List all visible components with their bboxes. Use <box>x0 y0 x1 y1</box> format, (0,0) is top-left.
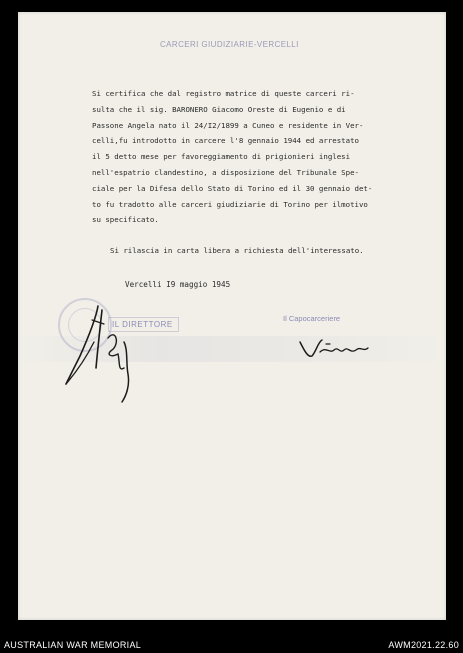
place-date: Vercelli I9 maggio 1945 <box>125 280 231 289</box>
footer-accession-number: AWM2021.22.60 <box>388 640 459 650</box>
director-signature <box>58 298 148 408</box>
body-line: nell'espatrio clandestino, a disposizione del Tribunale Spe- <box>92 167 359 177</box>
header-stamp: CARCERI GIUDIZIARIE-VERCELLI <box>160 40 299 49</box>
body-line: celli,fu introdotto in carcere l'8 gennaio 1944 ed arrestato <box>92 136 359 146</box>
closing-statement: Si rilascia in carta libera a richiesta dell'interessato. <box>110 246 364 255</box>
chief-warden-signature <box>296 332 376 368</box>
director-stamp: IL DIRETTORE <box>112 320 173 329</box>
body-line: Passone Angela nato il 24/I2/1899 a Cuneo e residente in Ver- <box>92 120 364 130</box>
certificate-body <box>92 86 392 228</box>
body-line: il 5 detto mese per favoreggiamento di prigionieri inglesi <box>92 152 351 162</box>
chief-warden-stamp-title: Il Capocarceriere <box>283 314 341 323</box>
chief-warden-stamp <box>283 314 363 323</box>
body-line: Si certifica che dal registro matrice di queste carceri ri- <box>92 89 355 98</box>
footer-institution: AUSTRALIAN WAR MEMORIAL <box>4 640 142 650</box>
body-line: ciale per la Difesa dello Stato di Torino ed il 30 gennaio det- <box>92 183 373 193</box>
body-line: su specificato. <box>92 215 159 225</box>
body-line: sulta che il sig. BARONERO Giacomo Oreste di Eugenio e di <box>92 104 346 114</box>
body-line: to fu tradotto alle carceri giudiziarie di Torino per ilmotivo <box>92 199 368 209</box>
